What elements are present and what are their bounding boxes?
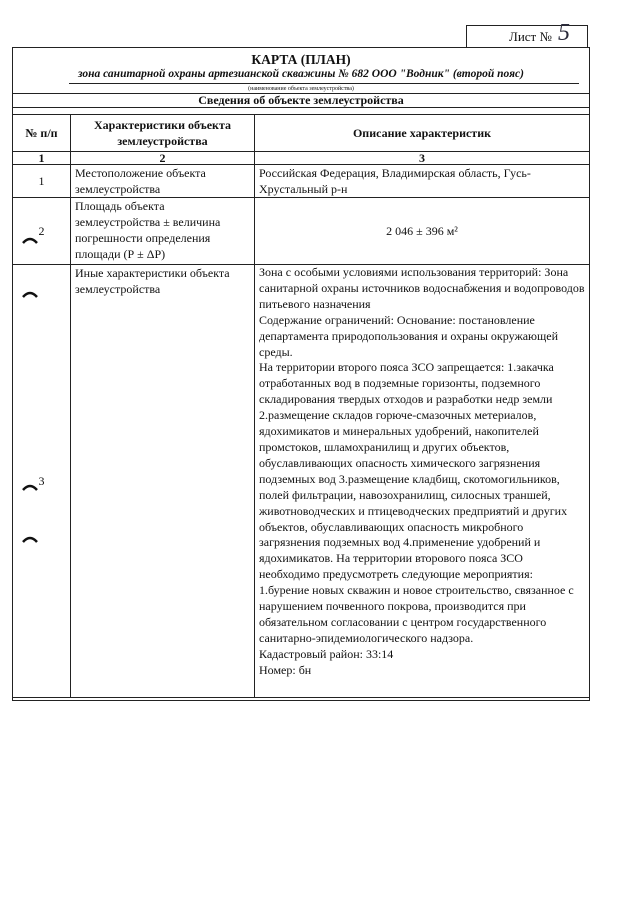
col-number-header: № п/п [13, 115, 71, 152]
section-heading: Сведения об объекте землеустройства [13, 93, 589, 108]
col-description-header: Описание характеристик [255, 115, 590, 152]
document-frame [12, 47, 590, 701]
document-subtitle: зона санитарной охраны артезианской скважины № 682 ООО "Водник" (второй пояс) [78, 68, 524, 80]
punch-mark-icon [22, 236, 38, 244]
col-name-header: Характеристики объекта землеустройства [71, 115, 255, 152]
punch-mark-icon [22, 535, 38, 543]
col-number-1: 1 [13, 152, 71, 165]
table-row [13, 265, 590, 698]
row-characteristic: Местоположение объекта землеустройства [71, 165, 255, 198]
object-number: Номер: бн [259, 662, 312, 677]
sheet-number: 5 [558, 20, 570, 46]
sheet-label: Лист № [509, 29, 552, 44]
row-characteristic: Иные характеристики объекта землеустройства [71, 265, 255, 698]
object-caption: (наименование объекта землеустройства) [248, 86, 354, 92]
description-paragraph: На территории второго пояса ЗСО запрещается: 1.закачка отработанных вод в подземные горизонты, подземного складирования твердых отходов и разработки недр земли 2.размещение складов горюче-смазочных метериалов, ядохимикатов и минеральных удобрений, накопителей промстоков, шламохранилищ и других объектов, обуславливающих опасность химического загрязнения подземных вод 3.размещение кладбищ, скотомогильников, полей фильтрации, навозохранилищ, силосных траншей, животноводческих и птицеводческих предприятий и других объектов, обуславливающих опасность микробного загрязнения подземных вод 4.применение удобрений и ядохимикатов. На территории вторового пояса ЗСО необходимо предусмотреть следующие мероприятия: 1.бурение новых скважин и новое строительство, связанное с нарушением почвенного покрова, производится при обязательном согласовании с центром государственного санитарно-эпидемиологического надзора. [259, 360, 574, 645]
sheet-number-box [466, 20, 588, 47]
row-number: 2 [13, 198, 71, 265]
table-row [13, 165, 590, 198]
col-number-3: 3 [255, 152, 590, 165]
row-number: 3 [13, 265, 71, 698]
description-paragraph: Содержание ограничений: Основание: постановление департамента природопользования и охраны окружающей среды. [259, 312, 559, 359]
document-title: КАРТА (ПЛАН) [251, 52, 351, 67]
column-numbers-row [13, 152, 590, 165]
row-description: Российская Федерация, Владимирская область, Гусь-Хрустальный р-н [255, 165, 590, 198]
characteristics-table [12, 114, 590, 698]
row-number: 1 [13, 165, 71, 198]
description-paragraph: Зона с особыми условиями использования территорий: Зона санитарной охраны источников водоснабжения и водопроводов питьевого назначения [259, 265, 585, 311]
table-header-row [13, 115, 590, 152]
col-number-2: 2 [71, 152, 255, 165]
punch-mark-icon [22, 483, 38, 491]
cadastral-district: Кадастровый район: 33:14 [259, 646, 394, 661]
row-description: 2 046 ± 396 м² [255, 198, 590, 265]
subtitle-underline [69, 83, 579, 84]
row-characteristic: Площадь объекта землеустройства ± величина погрешности определения площади (Р ± ΔР) [71, 198, 255, 265]
row-description [255, 265, 590, 698]
punch-mark-icon [22, 290, 38, 298]
table-row [13, 198, 590, 265]
